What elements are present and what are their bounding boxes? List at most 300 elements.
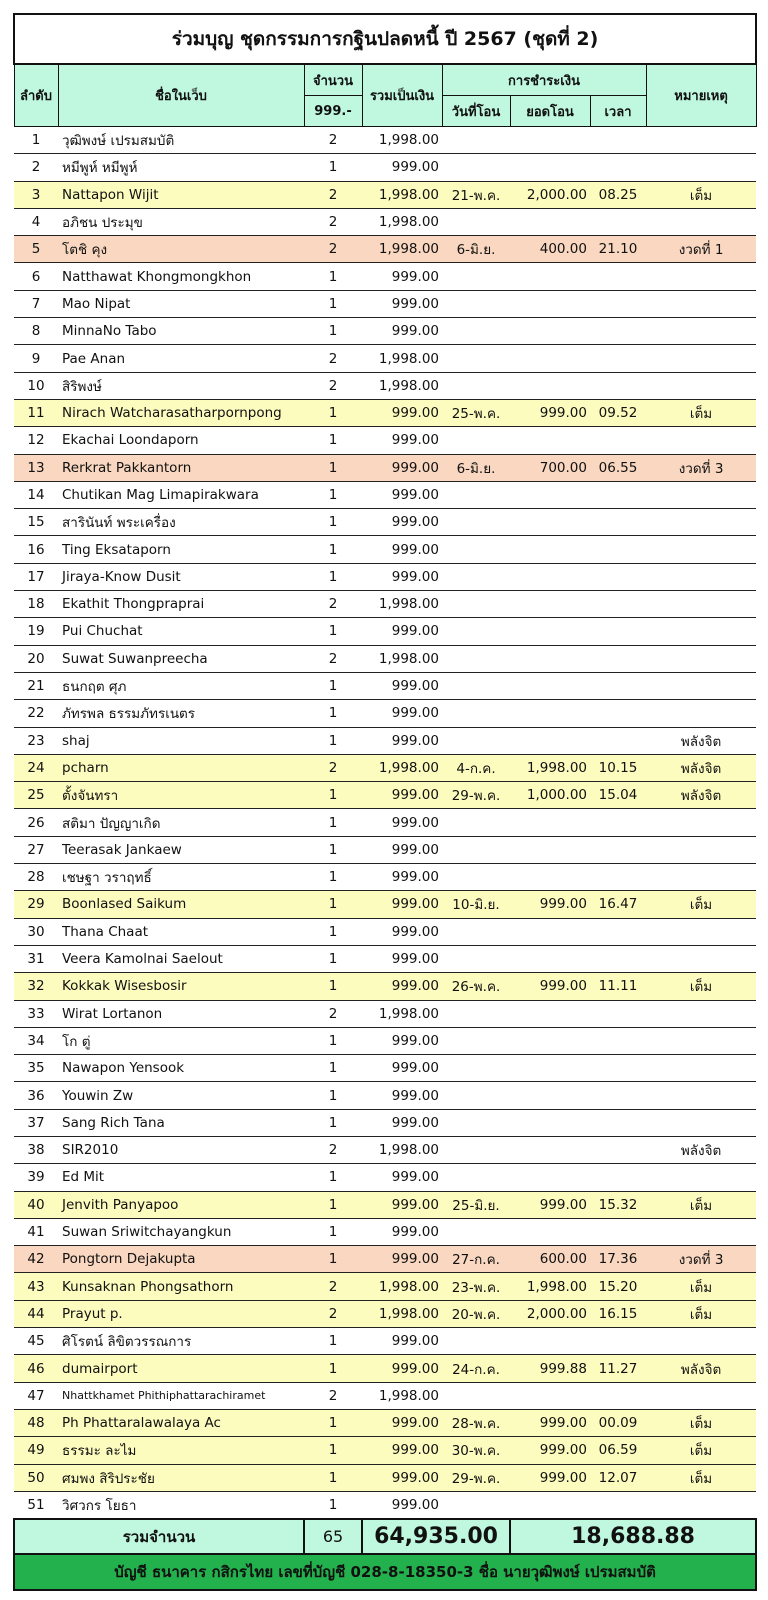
- table-row: [14, 1300, 756, 1327]
- row-qty: 1: [304, 154, 362, 181]
- row-qty: 1: [304, 836, 362, 863]
- row-amount: 999.00: [362, 727, 442, 754]
- row-name: สติมา ปัญญาเกิด: [58, 809, 304, 836]
- row-note: [646, 945, 756, 972]
- row-transfer-amount: [510, 127, 590, 154]
- row-number: 23: [14, 727, 58, 754]
- row-qty: 1: [304, 1164, 362, 1191]
- row-transfer-date: [442, 1164, 510, 1191]
- row-transfer-amount: [510, 263, 590, 290]
- row-transfer-time: 06.55: [590, 454, 646, 481]
- row-number: 15: [14, 509, 58, 536]
- row-name: หมีพูห์ หมีพูห์: [58, 154, 304, 181]
- row-name: Ph Phattaralawalaya Ac: [58, 1409, 304, 1436]
- row-transfer-date: [442, 618, 510, 645]
- header-name: ชื่อในเว็บ: [58, 64, 304, 127]
- row-amount: 1,998.00: [362, 236, 442, 263]
- row-note: [646, 1055, 756, 1082]
- row-note: พลังจิต: [646, 727, 756, 754]
- row-transfer-time: 10.15: [590, 754, 646, 781]
- row-transfer-date: [442, 1491, 510, 1519]
- bank-account-info: บัญชี ธนาคาร กสิกรไทย เลขที่บัญชี 028-8-18350-3 ชื่อ นายวุฒิพงษ์ เปรมสมบัติ: [14, 1554, 756, 1590]
- row-transfer-time: [590, 372, 646, 399]
- row-name: Natthawat Khongmongkhon: [58, 263, 304, 290]
- row-name: Nhattkhamet Phithiphattarachiramet: [58, 1382, 304, 1409]
- row-qty: 1: [304, 290, 362, 317]
- row-transfer-date: [442, 345, 510, 372]
- row-transfer-time: 15.20: [590, 1273, 646, 1300]
- row-note: เต็ม: [646, 1273, 756, 1300]
- row-transfer-time: 12.07: [590, 1464, 646, 1491]
- row-transfer-date: [442, 1109, 510, 1136]
- row-number: 33: [14, 1000, 58, 1027]
- row-number: 32: [14, 973, 58, 1000]
- bank-row: [14, 1554, 756, 1590]
- row-amount: 999.00: [362, 1437, 442, 1464]
- row-qty: 1: [304, 1464, 362, 1491]
- row-number: 36: [14, 1082, 58, 1109]
- row-transfer-amount: [510, 563, 590, 590]
- row-transfer-date: [442, 1136, 510, 1163]
- row-transfer-date: [442, 918, 510, 945]
- row-number: 31: [14, 945, 58, 972]
- row-name: Boonlased Saikum: [58, 891, 304, 918]
- row-transfer-amount: [510, 536, 590, 563]
- row-qty: 2: [304, 1382, 362, 1409]
- row-transfer-date: [442, 1055, 510, 1082]
- row-transfer-date: [442, 1082, 510, 1109]
- row-name: Pae Anan: [58, 345, 304, 372]
- row-number: 45: [14, 1328, 58, 1355]
- row-transfer-amount: 999.00: [510, 1409, 590, 1436]
- row-transfer-amount: 2,000.00: [510, 1300, 590, 1327]
- row-qty: 1: [304, 809, 362, 836]
- row-transfer-date: 24-ก.ค.: [442, 1355, 510, 1382]
- row-name: Ting Eksataporn: [58, 536, 304, 563]
- table-row: [14, 754, 756, 781]
- table-row: [14, 454, 756, 481]
- row-name: Suwan Sriwitchayangkun: [58, 1218, 304, 1245]
- row-transfer-time: [590, 1027, 646, 1054]
- row-transfer-amount: [510, 1082, 590, 1109]
- row-transfer-time: [590, 1055, 646, 1082]
- row-note: [646, 536, 756, 563]
- row-note: [646, 509, 756, 536]
- row-number: 10: [14, 372, 58, 399]
- row-qty: 2: [304, 208, 362, 235]
- row-name: Ekathit Thongpraprai: [58, 591, 304, 618]
- row-number: 8: [14, 318, 58, 345]
- title-row: [14, 14, 756, 64]
- row-transfer-date: 29-พ.ค.: [442, 782, 510, 809]
- row-amount: 999.00: [362, 509, 442, 536]
- row-qty: 1: [304, 318, 362, 345]
- row-amount: 999.00: [362, 263, 442, 290]
- row-qty: 1: [304, 1491, 362, 1519]
- row-amount: 999.00: [362, 891, 442, 918]
- row-transfer-date: [442, 481, 510, 508]
- row-transfer-amount: [510, 509, 590, 536]
- row-name: dumairport: [58, 1355, 304, 1382]
- row-transfer-amount: [510, 1164, 590, 1191]
- table-row: [14, 290, 756, 317]
- row-amount: 1,998.00: [362, 372, 442, 399]
- row-transfer-date: 25-พ.ค.: [442, 399, 510, 426]
- row-transfer-date: 20-พ.ค.: [442, 1300, 510, 1327]
- row-name: ภัทรพล ธรรมภัทรเนตร: [58, 700, 304, 727]
- row-amount: 999.00: [362, 290, 442, 317]
- table-row: [14, 1382, 756, 1409]
- row-amount: 999.00: [362, 864, 442, 891]
- row-note: เต็ม: [646, 181, 756, 208]
- row-amount: 999.00: [362, 918, 442, 945]
- row-transfer-time: [590, 481, 646, 508]
- row-transfer-date: [442, 1328, 510, 1355]
- row-note: [646, 672, 756, 699]
- row-qty: 2: [304, 372, 362, 399]
- row-qty: 1: [304, 1328, 362, 1355]
- header-payment: การชำระเงิน: [442, 64, 646, 96]
- row-number: 44: [14, 1300, 58, 1327]
- row-qty: 2: [304, 754, 362, 781]
- totals-amount: 64,935.00: [362, 1519, 510, 1554]
- row-transfer-date: [442, 509, 510, 536]
- row-transfer-date: [442, 208, 510, 235]
- row-qty: 1: [304, 973, 362, 1000]
- row-note: [646, 427, 756, 454]
- row-note: [646, 318, 756, 345]
- row-transfer-time: [590, 1000, 646, 1027]
- row-note: งวดที่ 3: [646, 454, 756, 481]
- row-amount: 999.00: [362, 700, 442, 727]
- row-amount: 999.00: [362, 318, 442, 345]
- row-amount: 1,998.00: [362, 645, 442, 672]
- row-note: เต็ม: [646, 973, 756, 1000]
- row-transfer-date: [442, 563, 510, 590]
- row-note: เต็ม: [646, 1191, 756, 1218]
- table-row: [14, 536, 756, 563]
- row-number: 30: [14, 918, 58, 945]
- row-transfer-amount: 700.00: [510, 454, 590, 481]
- row-transfer-amount: [510, 918, 590, 945]
- row-transfer-time: [590, 318, 646, 345]
- row-note: [646, 154, 756, 181]
- row-transfer-amount: [510, 672, 590, 699]
- row-number: 19: [14, 618, 58, 645]
- row-name: Nirach Watcharasatharpornpong: [58, 399, 304, 426]
- row-name: Ed Mit: [58, 1164, 304, 1191]
- row-qty: 1: [304, 1437, 362, 1464]
- header-date: วันที่โอน: [442, 96, 510, 127]
- table-row: [14, 127, 756, 154]
- row-number: 1: [14, 127, 58, 154]
- row-transfer-time: [590, 645, 646, 672]
- row-name: MinnaNo Tabo: [58, 318, 304, 345]
- row-number: 6: [14, 263, 58, 290]
- row-transfer-time: [590, 1328, 646, 1355]
- row-transfer-time: 15.04: [590, 782, 646, 809]
- row-transfer-date: 30-พ.ค.: [442, 1437, 510, 1464]
- row-amount: 999.00: [362, 1491, 442, 1519]
- row-transfer-time: [590, 1136, 646, 1163]
- row-note: [646, 563, 756, 590]
- header-qty-top: จำนวน: [304, 64, 362, 96]
- row-note: [646, 1164, 756, 1191]
- row-note: [646, 591, 756, 618]
- row-qty: 1: [304, 399, 362, 426]
- row-amount: 999.00: [362, 1218, 442, 1245]
- row-name: โตชิ คุง: [58, 236, 304, 263]
- row-amount: 1,998.00: [362, 754, 442, 781]
- row-number: 34: [14, 1027, 58, 1054]
- row-note: [646, 345, 756, 372]
- row-number: 9: [14, 345, 58, 372]
- row-transfer-amount: [510, 427, 590, 454]
- row-transfer-time: [590, 1164, 646, 1191]
- row-transfer-date: 25-มิ.ย.: [442, 1191, 510, 1218]
- row-transfer-amount: [510, 591, 590, 618]
- row-note: พลังจิต: [646, 1355, 756, 1382]
- row-transfer-time: [590, 1218, 646, 1245]
- row-transfer-date: [442, 1000, 510, 1027]
- row-name: วิศวกร โยธา: [58, 1491, 304, 1519]
- table-row: [14, 1409, 756, 1436]
- table-row: [14, 399, 756, 426]
- row-transfer-date: 27-ก.ค.: [442, 1246, 510, 1273]
- row-number: 29: [14, 891, 58, 918]
- row-note: [646, 1491, 756, 1519]
- table-row: [14, 1136, 756, 1163]
- row-transfer-time: [590, 618, 646, 645]
- row-amount: 1,998.00: [362, 345, 442, 372]
- row-transfer-date: [442, 1027, 510, 1054]
- row-amount: 999.00: [362, 1027, 442, 1054]
- row-name: Mao Nipat: [58, 290, 304, 317]
- row-number: 42: [14, 1246, 58, 1273]
- row-name: Kokkak Wisesbosir: [58, 973, 304, 1000]
- row-transfer-time: 00.09: [590, 1409, 646, 1436]
- row-name: Jenvith Panyapoo: [58, 1191, 304, 1218]
- row-transfer-amount: 999.00: [510, 973, 590, 1000]
- row-transfer-date: 29-พ.ค.: [442, 1464, 510, 1491]
- row-transfer-time: [590, 700, 646, 727]
- row-amount: 999.00: [362, 1355, 442, 1382]
- row-name: Pui Chuchat: [58, 618, 304, 645]
- row-note: [646, 208, 756, 235]
- table-row: [14, 1027, 756, 1054]
- row-transfer-date: [442, 672, 510, 699]
- row-qty: 1: [304, 700, 362, 727]
- row-amount: 999.00: [362, 427, 442, 454]
- row-transfer-amount: [510, 809, 590, 836]
- row-transfer-amount: [510, 481, 590, 508]
- row-name: Thana Chaat: [58, 918, 304, 945]
- row-note: [646, 481, 756, 508]
- row-transfer-date: 6-มิ.ย.: [442, 236, 510, 263]
- row-name: Rerkrat Pakkantorn: [58, 454, 304, 481]
- row-qty: 2: [304, 1300, 362, 1327]
- row-transfer-time: [590, 727, 646, 754]
- header-paid: ยอดโอน: [510, 96, 590, 127]
- row-transfer-time: [590, 427, 646, 454]
- row-number: 41: [14, 1218, 58, 1245]
- row-qty: 1: [304, 864, 362, 891]
- row-note: [646, 918, 756, 945]
- table-row: [14, 1109, 756, 1136]
- row-number: 35: [14, 1055, 58, 1082]
- row-number: 5: [14, 236, 58, 263]
- row-note: เต็ม: [646, 1300, 756, 1327]
- row-qty: 1: [304, 1409, 362, 1436]
- row-transfer-amount: [510, 727, 590, 754]
- row-note: [646, 700, 756, 727]
- row-transfer-date: 4-ก.ค.: [442, 754, 510, 781]
- row-note: [646, 618, 756, 645]
- row-transfer-amount: 400.00: [510, 236, 590, 263]
- row-amount: 1,998.00: [362, 181, 442, 208]
- row-transfer-amount: 1,000.00: [510, 782, 590, 809]
- row-amount: 999.00: [362, 836, 442, 863]
- table-body: [14, 127, 756, 1520]
- row-transfer-time: [590, 672, 646, 699]
- table-row: [14, 263, 756, 290]
- row-note: พลังจิต: [646, 782, 756, 809]
- row-amount: 999.00: [362, 672, 442, 699]
- row-transfer-amount: [510, 345, 590, 372]
- row-transfer-amount: 999.88: [510, 1355, 590, 1382]
- row-note: พลังจิต: [646, 1136, 756, 1163]
- row-transfer-amount: [510, 208, 590, 235]
- row-amount: 999.00: [362, 782, 442, 809]
- row-number: 49: [14, 1437, 58, 1464]
- row-amount: 999.00: [362, 536, 442, 563]
- row-transfer-time: [590, 509, 646, 536]
- row-note: เต็ม: [646, 1409, 756, 1436]
- donation-sheet: [13, 13, 755, 1591]
- row-name: ธรรมะ ละไม: [58, 1437, 304, 1464]
- row-transfer-date: [442, 318, 510, 345]
- row-transfer-time: 16.15: [590, 1300, 646, 1327]
- row-transfer-time: 06.59: [590, 1437, 646, 1464]
- row-number: 13: [14, 454, 58, 481]
- row-qty: 2: [304, 645, 362, 672]
- row-number: 2: [14, 154, 58, 181]
- row-name: Teerasak Jankaew: [58, 836, 304, 863]
- table-row: [14, 700, 756, 727]
- row-qty: 1: [304, 891, 362, 918]
- row-name: Suwat Suwanpreecha: [58, 645, 304, 672]
- header-no: ลำดับ: [14, 64, 58, 127]
- row-transfer-amount: 999.00: [510, 1437, 590, 1464]
- row-amount: 999.00: [362, 809, 442, 836]
- row-transfer-date: [442, 945, 510, 972]
- row-transfer-amount: [510, 836, 590, 863]
- row-transfer-time: [590, 1082, 646, 1109]
- row-qty: 1: [304, 618, 362, 645]
- totals-label: รวมจำนวน: [14, 1519, 304, 1554]
- row-name: Wirat Lortanon: [58, 1000, 304, 1027]
- row-note: [646, 263, 756, 290]
- row-name: Sang Rich Tana: [58, 1109, 304, 1136]
- row-transfer-date: [442, 427, 510, 454]
- row-qty: 1: [304, 427, 362, 454]
- donation-table: [13, 13, 757, 1591]
- row-note: เต็ม: [646, 1464, 756, 1491]
- row-amount: 999.00: [362, 1055, 442, 1082]
- row-amount: 1,998.00: [362, 1300, 442, 1327]
- row-amount: 999.00: [362, 563, 442, 590]
- table-row: [14, 1164, 756, 1191]
- row-transfer-date: 6-มิ.ย.: [442, 454, 510, 481]
- row-number: 37: [14, 1109, 58, 1136]
- row-note: [646, 1218, 756, 1245]
- row-qty: 1: [304, 1218, 362, 1245]
- row-qty: 1: [304, 1191, 362, 1218]
- row-number: 7: [14, 290, 58, 317]
- row-name: pcharn: [58, 754, 304, 781]
- table-row: [14, 1218, 756, 1245]
- row-amount: 999.00: [362, 1246, 442, 1273]
- table-row: [14, 1191, 756, 1218]
- row-qty: 1: [304, 945, 362, 972]
- row-number: 38: [14, 1136, 58, 1163]
- row-note: [646, 836, 756, 863]
- row-qty: 1: [304, 1355, 362, 1382]
- row-number: 14: [14, 481, 58, 508]
- row-qty: 2: [304, 236, 362, 263]
- row-transfer-time: [590, 536, 646, 563]
- row-name: Chutikan Mag Limapirakwara: [58, 481, 304, 508]
- row-transfer-amount: 999.00: [510, 399, 590, 426]
- row-transfer-amount: [510, 1000, 590, 1027]
- row-amount: 1,998.00: [362, 1382, 442, 1409]
- row-transfer-time: [590, 263, 646, 290]
- row-amount: 1,998.00: [362, 127, 442, 154]
- row-transfer-amount: 999.00: [510, 891, 590, 918]
- row-name: Prayut p.: [58, 1300, 304, 1327]
- row-transfer-date: 28-พ.ค.: [442, 1409, 510, 1436]
- row-number: 40: [14, 1191, 58, 1218]
- row-transfer-date: 10-มิ.ย.: [442, 891, 510, 918]
- row-transfer-date: [442, 645, 510, 672]
- table-row: [14, 864, 756, 891]
- row-transfer-amount: [510, 1218, 590, 1245]
- table-row: [14, 1464, 756, 1491]
- row-qty: 1: [304, 454, 362, 481]
- row-number: 11: [14, 399, 58, 426]
- table-row: [14, 891, 756, 918]
- table-row: [14, 509, 756, 536]
- row-number: 51: [14, 1491, 58, 1519]
- row-transfer-amount: [510, 864, 590, 891]
- row-number: 20: [14, 645, 58, 672]
- row-qty: 2: [304, 1136, 362, 1163]
- row-note: งวดที่ 1: [646, 236, 756, 263]
- row-note: เต็ม: [646, 399, 756, 426]
- row-name: Kunsaknan Phongsathorn: [58, 1273, 304, 1300]
- row-number: 39: [14, 1164, 58, 1191]
- table-row: [14, 727, 756, 754]
- row-note: [646, 864, 756, 891]
- row-transfer-amount: [510, 290, 590, 317]
- table-row: [14, 1491, 756, 1519]
- row-note: พลังจิต: [646, 754, 756, 781]
- header-time: เวลา: [590, 96, 646, 127]
- row-qty: 1: [304, 1027, 362, 1054]
- row-amount: 999.00: [362, 1409, 442, 1436]
- row-transfer-time: [590, 918, 646, 945]
- row-name: Jiraya-Know Dusit: [58, 563, 304, 590]
